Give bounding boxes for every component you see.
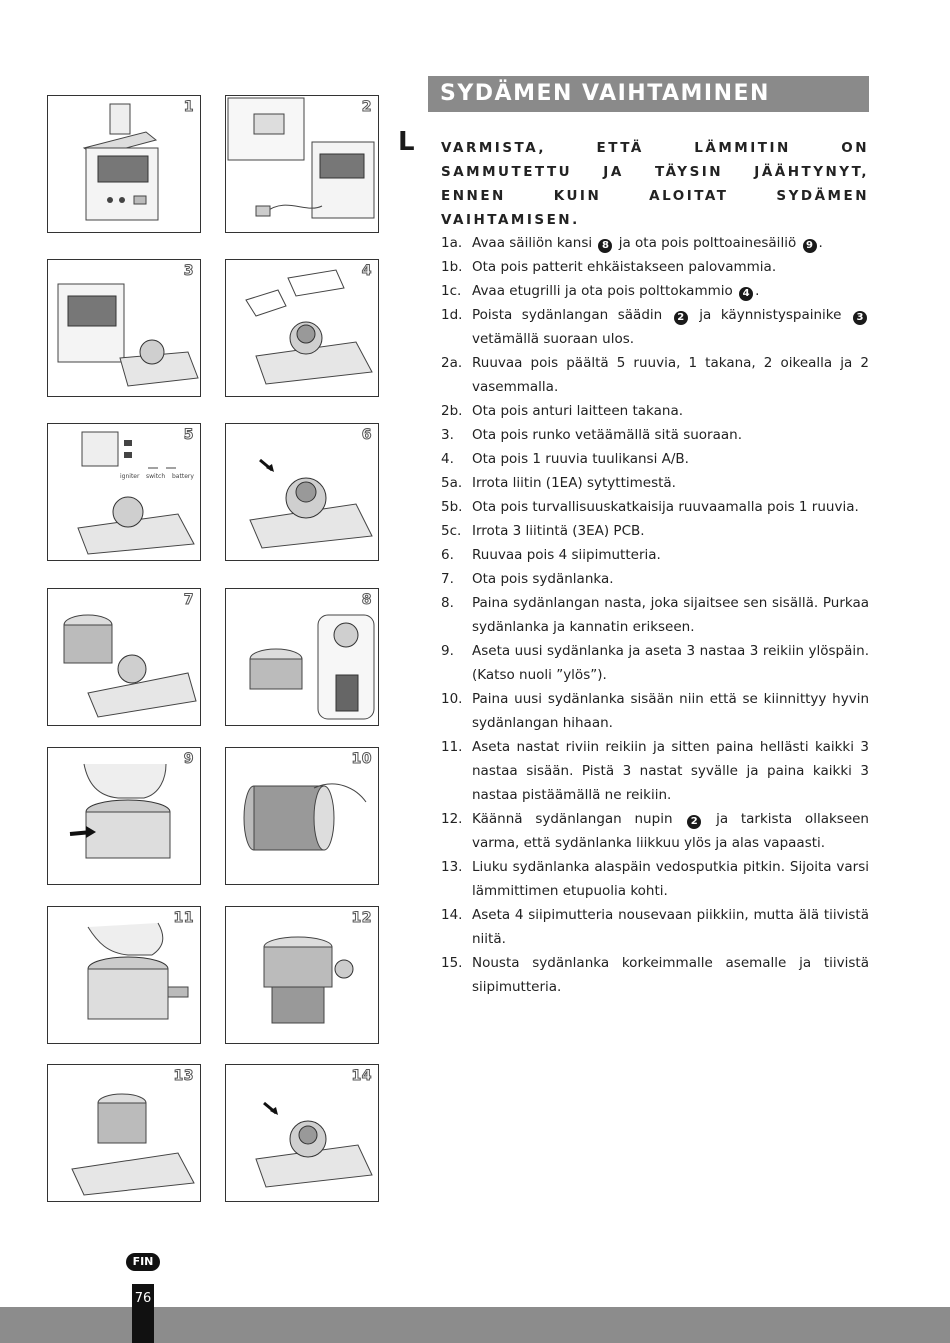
step-number: 12.: [441, 811, 463, 827]
figure-10: [225, 747, 379, 885]
step-1c: [441, 279, 869, 303]
step-number: 10.: [441, 691, 463, 707]
step-number: 5b.: [441, 499, 463, 515]
wick-knob-illustration: [226, 907, 379, 1044]
step-number: 9.: [441, 643, 454, 659]
step-5c: [441, 519, 869, 543]
step-text: Nousta sydänlanka korkeimmalle asemalle ja tiivistä siipimutteria.: [472, 955, 869, 995]
step-text: .: [755, 283, 760, 299]
step-4: [441, 447, 869, 471]
figure-number: 4: [361, 263, 372, 279]
figure-5-label-igniter: igniter: [120, 473, 140, 480]
step-1b: [441, 255, 869, 279]
step-text: Paina sydänlangan nasta, joka sijaitsee sen sisällä. Purkaa sydänlanka ja kannatin erikseen.: [472, 595, 869, 635]
figure-7: [47, 588, 201, 726]
figure-5-label-switch: switch: [146, 473, 166, 480]
step-number: 2a.: [441, 355, 463, 371]
figure-number: 2: [361, 99, 372, 115]
step-11: [441, 735, 869, 807]
page-number: 76: [132, 1284, 154, 1343]
step-number: 8.: [441, 595, 454, 611]
step-text: Käännä sydänlangan nupin: [472, 811, 673, 827]
figure-8: [225, 588, 379, 726]
figure-number: 8: [361, 592, 372, 608]
step-10: [441, 687, 869, 735]
step-text: Irrota 3 liitintä (3EA) PCB.: [472, 523, 645, 539]
figure-number: 3: [183, 263, 194, 279]
part-number-badge: 3: [853, 311, 867, 325]
figure-number: 11: [173, 910, 194, 926]
heater-unplug-illustration: [226, 96, 379, 233]
step-2a: [441, 351, 869, 399]
section-title: SYDÄMEN VAIHTAMINEN: [428, 76, 869, 112]
section-marker: L: [398, 127, 415, 157]
step-text: Ota pois anturi laitteen takana.: [472, 403, 684, 419]
step-list: [441, 231, 869, 999]
figure-1: [47, 95, 201, 233]
language-badge: FIN: [126, 1253, 160, 1271]
step-text: Aseta nastat riviin reikiin ja sitten paina hellästi kaikki 3 nastaa sisään. Pistä 3 nastat syvälle ja paina kaikki 3 nastaa pistäämällä ne reikiin.: [472, 739, 869, 803]
step-number: 1c.: [441, 283, 462, 299]
step-number: 4.: [441, 451, 454, 467]
part-number-badge: 9: [803, 239, 817, 253]
step-5b: [441, 495, 869, 519]
figure-number: 14: [351, 1068, 372, 1084]
figure-4: [225, 259, 379, 397]
wing-nut-illustration: [226, 1065, 379, 1202]
step-number: 1b.: [441, 259, 463, 275]
connector-diagram-illustration: [48, 424, 201, 561]
step-number: 7.: [441, 571, 454, 587]
step-number: 13.: [441, 859, 463, 875]
wick-removal-illustration: [48, 589, 201, 726]
wick-disassembly-illustration: [226, 589, 379, 726]
wick-install-illustration: [48, 1065, 201, 1202]
pin-insert-illustration: [48, 907, 201, 1044]
step-number: 11.: [441, 739, 463, 755]
step-text: Poista sydänlangan säädin: [472, 307, 663, 323]
part-number-badge: 2: [674, 311, 688, 325]
figure-number: 13: [173, 1068, 194, 1084]
figure-12: [225, 906, 379, 1044]
step-text: ja tarkista ollakseen varma, että sydänlanka liikkuu ylös ja alas vapaasti.: [472, 811, 869, 851]
step-number: 15.: [441, 955, 463, 971]
step-number: 6.: [441, 547, 454, 563]
step-text: Liuku sydänlanka alaspäin vedosputkia pitkin. Sijoita varsi lämmittimen etupuolia kohti.: [472, 859, 869, 899]
step-number: 5c.: [441, 523, 462, 539]
step-text: Ruuvaa pois päältä 5 ruuvia, 1 takana, 2 oikealla ja 2 vasemmalla.: [472, 355, 869, 395]
step-13: [441, 855, 869, 903]
figure-2: [225, 95, 379, 233]
step-text: Ota pois runko vetäämällä sitä suoraan.: [472, 427, 742, 443]
step-text: .: [818, 235, 823, 251]
figure-9: [47, 747, 201, 885]
step-text: Avaa säiliön kansi: [472, 235, 593, 251]
figure-number: 9: [183, 751, 194, 767]
figure-number: 1: [183, 99, 194, 115]
part-number-badge: 4: [739, 287, 753, 301]
figure-5: [47, 423, 201, 561]
step-number: 3.: [441, 427, 454, 443]
step-text: Aseta 4 siipimutteria nousevaan piikkiin, mutta älä tiivistä niitä.: [472, 907, 869, 947]
step-number: 5a.: [441, 475, 463, 491]
wick-sleeve-illustration: [226, 748, 379, 885]
figure-6: [225, 423, 379, 561]
step-text: Paina uusi sydänlanka sisään niin että se kiinnittyy hyvin sydänlangan hihaan.: [472, 691, 869, 731]
step-8: [441, 591, 869, 639]
step-number: 14.: [441, 907, 463, 923]
figure-number: 12: [351, 910, 372, 926]
figure-11: [47, 906, 201, 1044]
part-number-badge: 8: [598, 239, 612, 253]
figure-13: [47, 1064, 201, 1202]
wick-insert-illustration: [48, 748, 201, 885]
figure-5-label-battery: battery: [172, 473, 194, 480]
heater-lid-illustration: [48, 96, 201, 233]
step-9: [441, 639, 869, 687]
step-text: vetämällä suoraan ulos.: [472, 331, 635, 347]
step-text: ja käynnistyspainike: [699, 307, 842, 323]
step-15: [441, 951, 869, 999]
step-number: 1d.: [441, 307, 463, 323]
step-2b: [441, 399, 869, 423]
step-1d: [441, 303, 869, 351]
figure-number: 5: [183, 427, 194, 443]
step-text: Avaa etugrilli ja ota pois polttokammio: [472, 283, 733, 299]
step-number: 2b.: [441, 403, 463, 419]
step-text: Ota pois patterit ehkäistakseen palovammia.: [472, 259, 777, 275]
step-number: 1a.: [441, 235, 463, 251]
step-6: [441, 543, 869, 567]
step-7: [441, 567, 869, 591]
figure-number: 10: [351, 751, 372, 767]
figure-number: 6: [361, 427, 372, 443]
step-14: [441, 903, 869, 951]
step-5a: [441, 471, 869, 495]
cover-removal-illustration: [226, 260, 379, 397]
heater-open-illustration: [48, 260, 201, 397]
step-text: Ruuvaa pois 4 siipimutteria.: [472, 547, 661, 563]
figure-number: 7: [183, 592, 194, 608]
step-text: Ota pois sydänlanka.: [472, 571, 614, 587]
step-text: ja ota pois polttoainesäiliö: [618, 235, 797, 251]
step-12: [441, 807, 869, 855]
warning-text: VARMISTA, ETTÄ LÄMMITIN ON SAMMUTETTU JA TÄYSIN JÄÄHTYNYT, ENNEN KUIN ALOITAT SYDÄMEN VAIHTAMISEN.: [441, 140, 869, 228]
burner-screw-illustration: [226, 424, 379, 561]
step-1a: [441, 231, 869, 255]
step-3: [441, 423, 869, 447]
step-text: Aseta uusi sydänlanka ja aseta 3 nastaa 3 reikiin ylöspäin. (Katso nuoli ”ylös”).: [472, 643, 869, 683]
step-text: Ota pois turvallisuuskatkaisija ruuvaamalla pois 1 ruuvia.: [472, 499, 859, 515]
figure-14: [225, 1064, 379, 1202]
part-number-badge: 2: [687, 815, 701, 829]
step-text: Irrota liitin (1EA) sytyttimestä.: [472, 475, 676, 491]
figure-3: [47, 259, 201, 397]
step-text: Ota pois 1 ruuvia tuulikansi A/B.: [472, 451, 689, 467]
